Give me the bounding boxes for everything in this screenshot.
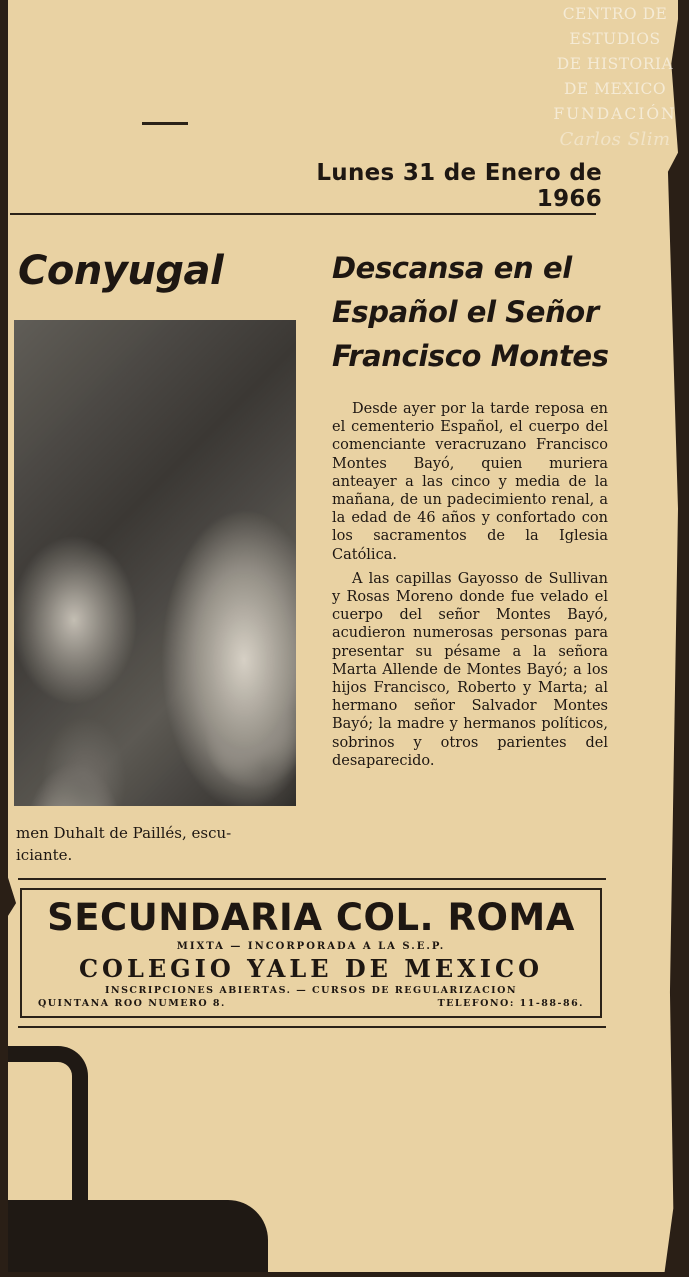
- divider-dash: [142, 122, 188, 125]
- ad-school-name: COLEGIO YALE DE MEXICO: [78, 954, 544, 983]
- article-paragraph: A las capillas Gayosso de Sullivan y Rosas Moreno donde fue velado el cuerpo del señor Montes Bayó, acudieron numerosas personas para presentar su pésame a la señora Marta Allende de Montes Bayó; a los hijos Francisco, Roberto y Marta; al hermano señor Salvador Montes Bayó; la madre y hermanos políticos, sobrinos y otros parientes del desaparecido.: [332, 570, 608, 769]
- ad-phone: TELEFONO: 11-88-86.: [437, 998, 584, 1009]
- partial-graphic-base: [8, 1200, 268, 1272]
- left-headline: Conyugal: [18, 248, 224, 294]
- headline-line: Descansa en el: [332, 251, 572, 285]
- watermark-line: ESTUDIOS: [569, 30, 661, 48]
- watermark-line: FUNDACIÓN: [553, 105, 677, 123]
- ad-bottom-rule: [18, 1026, 606, 1028]
- headline-line: Español el Señor: [332, 295, 599, 329]
- ad-top-rule: [18, 878, 606, 880]
- issue-date: Lunes 31 de Enero de 1966: [316, 160, 602, 212]
- watermark-line: DE HISTORIA: [556, 55, 674, 73]
- ad-title: SECUNDARIA COL. ROMA: [47, 896, 575, 939]
- ad-subtitle: MIXTA — INCORPORADA A LA S.E.P.: [176, 941, 446, 952]
- ad-address: QUINTANA ROO NUMERO 8.: [38, 998, 226, 1009]
- article-body: [332, 400, 608, 770]
- ad-enrollment: INSCRIPCIONES ABIERTAS. — CURSOS DE REGULARIZACION: [104, 985, 518, 996]
- caption-line: iciante.: [16, 846, 73, 864]
- watermark-signature: Carlos Slim: [559, 129, 671, 150]
- article-headline: [332, 246, 612, 378]
- watermark-line: DE MEXICO: [563, 80, 667, 98]
- headline-line: Francisco Montes: [332, 339, 609, 373]
- article-paragraph: Desde ayer por la tarde reposa en el cementerio Español, el cuerpo del comenciante veracruzano Francisco Montes Bayó, quien muriera anteayer a las cinco y media de la mañana, de un padecimiento renal, a la edad de 46 años y confortado con los sacramentos de la Iglesia Católica.: [332, 401, 608, 563]
- school-advertisement: [20, 888, 602, 1018]
- photo-caption: [16, 822, 298, 866]
- archive-watermark: [550, 2, 680, 152]
- ad-contact-row: [22, 998, 600, 1009]
- header-rule: [10, 213, 596, 215]
- watermark-line: CENTRO DE: [562, 5, 668, 23]
- news-photo: [14, 320, 296, 806]
- caption-line: men Duhalt de Paillés, escu-: [16, 824, 232, 842]
